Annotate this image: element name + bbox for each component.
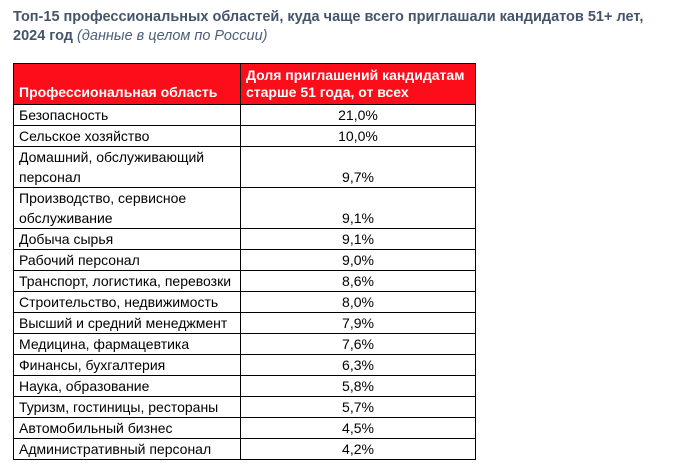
page-title (13, 8, 665, 46)
share-cell: 10,0% (241, 126, 476, 147)
page-title-main: Топ-15 профессиональных областей, куда чаще всего приглашали кандидатов 51+ лет, 2024 год (13, 9, 644, 44)
share-cell: 7,9% (241, 313, 476, 334)
share-cell: 4,5% (241, 418, 476, 439)
area-cell: Безопасность (14, 105, 241, 126)
table-row (14, 292, 476, 313)
area-cell: Транспорт, логистика, перевозки (14, 271, 241, 292)
share-cell: 9,1% (241, 229, 476, 250)
area-cell: Добыча сырья (14, 229, 241, 250)
page-title-note: (данные в целом по России) (77, 28, 268, 44)
header-cell-area: Профессиональная область (14, 64, 241, 105)
share-cell: 21,0% (241, 105, 476, 126)
table-row (14, 229, 476, 250)
share-cell: 9,0% (241, 250, 476, 271)
share-cell: 9,1% (241, 188, 476, 229)
table-row (14, 271, 476, 292)
table-row (14, 250, 476, 271)
header-cell-share: Доля приглашений кандидатам старше 51 года, от всех (241, 64, 476, 105)
area-cell: Производство, сервисное обслуживание (14, 188, 241, 229)
area-cell: Домашний, обслуживающий персонал (14, 147, 241, 188)
share-cell: 5,8% (241, 376, 476, 397)
table-row (14, 418, 476, 439)
area-cell: Медицина, фармацевтика (14, 334, 241, 355)
header-row (14, 64, 476, 105)
area-cell: Финансы, бухгалтерия (14, 355, 241, 376)
table-row (14, 105, 476, 126)
area-cell: Рабочий персонал (14, 250, 241, 271)
table-row (14, 188, 476, 229)
share-cell: 7,6% (241, 334, 476, 355)
table-row (14, 126, 476, 147)
share-cell: 8,6% (241, 271, 476, 292)
table-row (14, 147, 476, 188)
area-cell: Административный персонал (14, 439, 241, 460)
table-row (14, 397, 476, 418)
share-cell: 4,2% (241, 439, 476, 460)
share-cell: 8,0% (241, 292, 476, 313)
area-cell: Наука, образование (14, 376, 241, 397)
area-cell: Автомобильный бизнес (14, 418, 241, 439)
top15-table (13, 63, 476, 460)
table-row (14, 355, 476, 376)
table-row (14, 439, 476, 460)
area-cell: Туризм, гостиницы, рестораны (14, 397, 241, 418)
table-row (14, 376, 476, 397)
share-cell: 6,3% (241, 355, 476, 376)
share-cell: 9,7% (241, 147, 476, 188)
table-row (14, 334, 476, 355)
share-cell: 5,7% (241, 397, 476, 418)
area-cell: Высший и средний менеджмент (14, 313, 241, 334)
area-cell: Строительство, недвижимость (14, 292, 241, 313)
area-cell: Сельское хозяйство (14, 126, 241, 147)
table-row (14, 313, 476, 334)
table-body (14, 105, 476, 460)
